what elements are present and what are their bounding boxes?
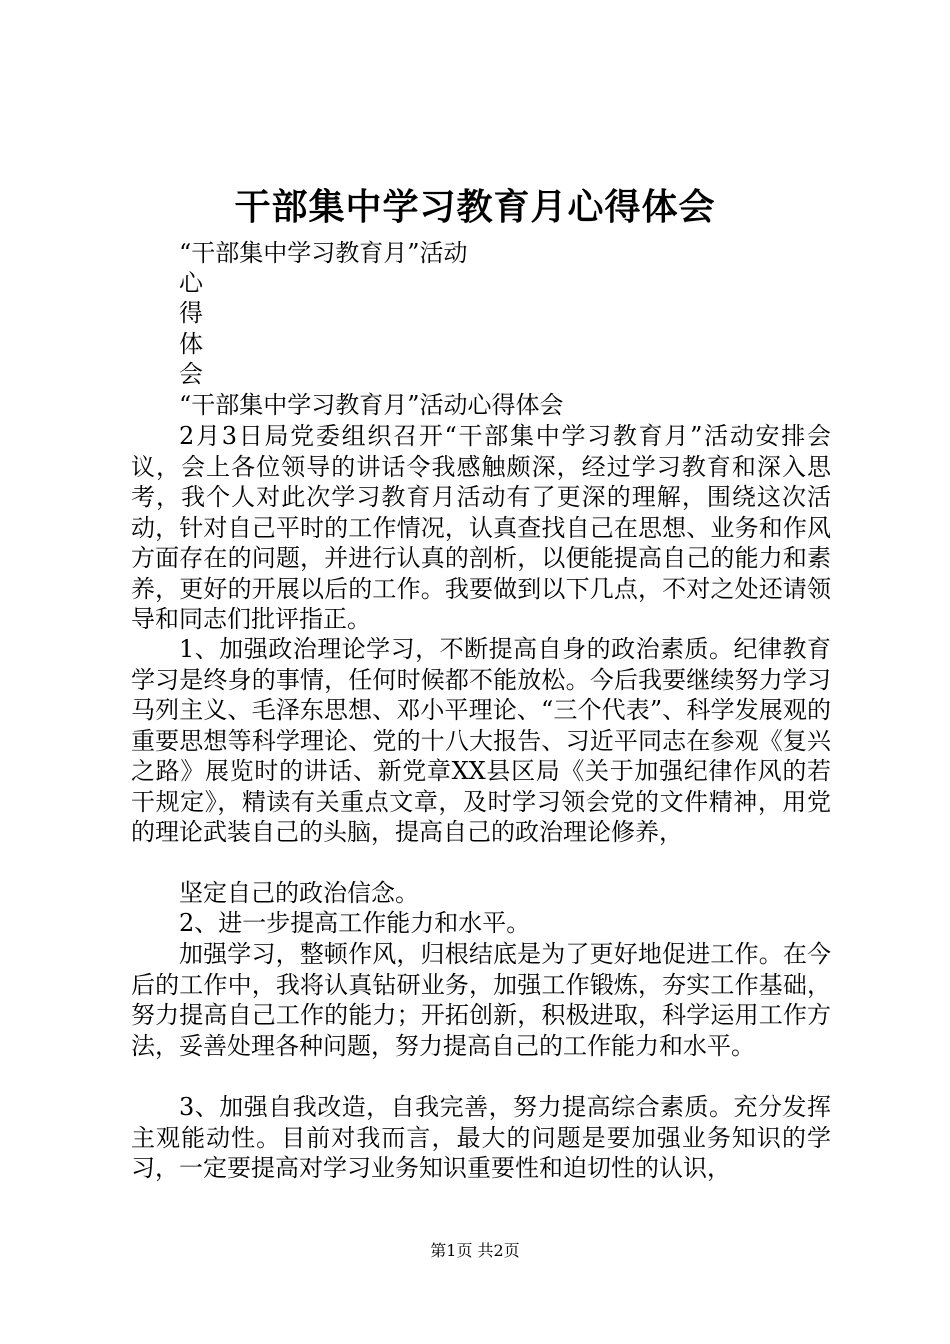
vertical-char: 得	[179, 299, 203, 327]
vertical-char: 体	[179, 330, 203, 358]
heading-line: “干部集中学习教育月”活动心得体会	[179, 391, 564, 419]
paragraph: 1、加强政治理论学习，不断提高自身的政治素质。纪律教育学习是终身的事情，任何时候都不能放松。今后我要继续努力学习马列主义、毛泽东思想、邓小平理论、“三个代表”、科学发展观的重要思想等科学理论、党的十八大报告、习近平同志在参观《复兴之路》展览时的讲话、新党章XX县区局《关于加强纪律作风的若干规定》，精读有关重点文章，及时学习领会党的文件精神，用党的理论武装自己的头脑，提高自己的政治理论修养，	[131, 635, 831, 846]
document-title: 干部集中学习教育月心得体会	[234, 187, 716, 228]
paragraph: 加强学习，整顿作风，归根结底是为了更好地促进工作。在今后的工作中，我将认真钻研业务，加强工作锻炼，夯实工作基础，努力提高自己工作的能力；开拓创新，积极进取，科学运用工作方法，妥善处理各种问题，努力提高自己的工作能力和水平。	[131, 940, 831, 1060]
vertical-char: 心	[179, 269, 203, 297]
paragraph: 坚定自己的政治信念。	[179, 879, 419, 907]
subtitle-line: “干部集中学习教育月”活动	[179, 239, 468, 267]
paragraph: 3、加强自我改造，自我完善，努力提高综合素质。充分发挥主观能动性。目前对我而言，最大的问题是要加强业务知识的学习，一定要提高对学习业务知识重要性和迫切性的认识，	[131, 1093, 831, 1182]
vertical-char: 会	[179, 360, 203, 388]
paragraph: 2、进一步提高工作能力和水平。	[179, 909, 531, 937]
page-footer: 第1页 共2页	[430, 1241, 520, 1260]
paragraph: 2月3日局党委组织召开“干部集中学习教育月”活动安排会议，会上各位领导的讲话令我感触颇深，经过学习教育和深入思考，我个人对此次学习教育月活动有了更深的理解，围绕这次活动，针对自己平时的工作情况，认真查找自己在思想、业务和作风方面存在的问题，并进行认真的剖析，以便能提高自己的能力和素养，更好的开展以后的工作。我要做到以下几点，不对之处还请领导和同志们批评指正。	[131, 422, 831, 633]
